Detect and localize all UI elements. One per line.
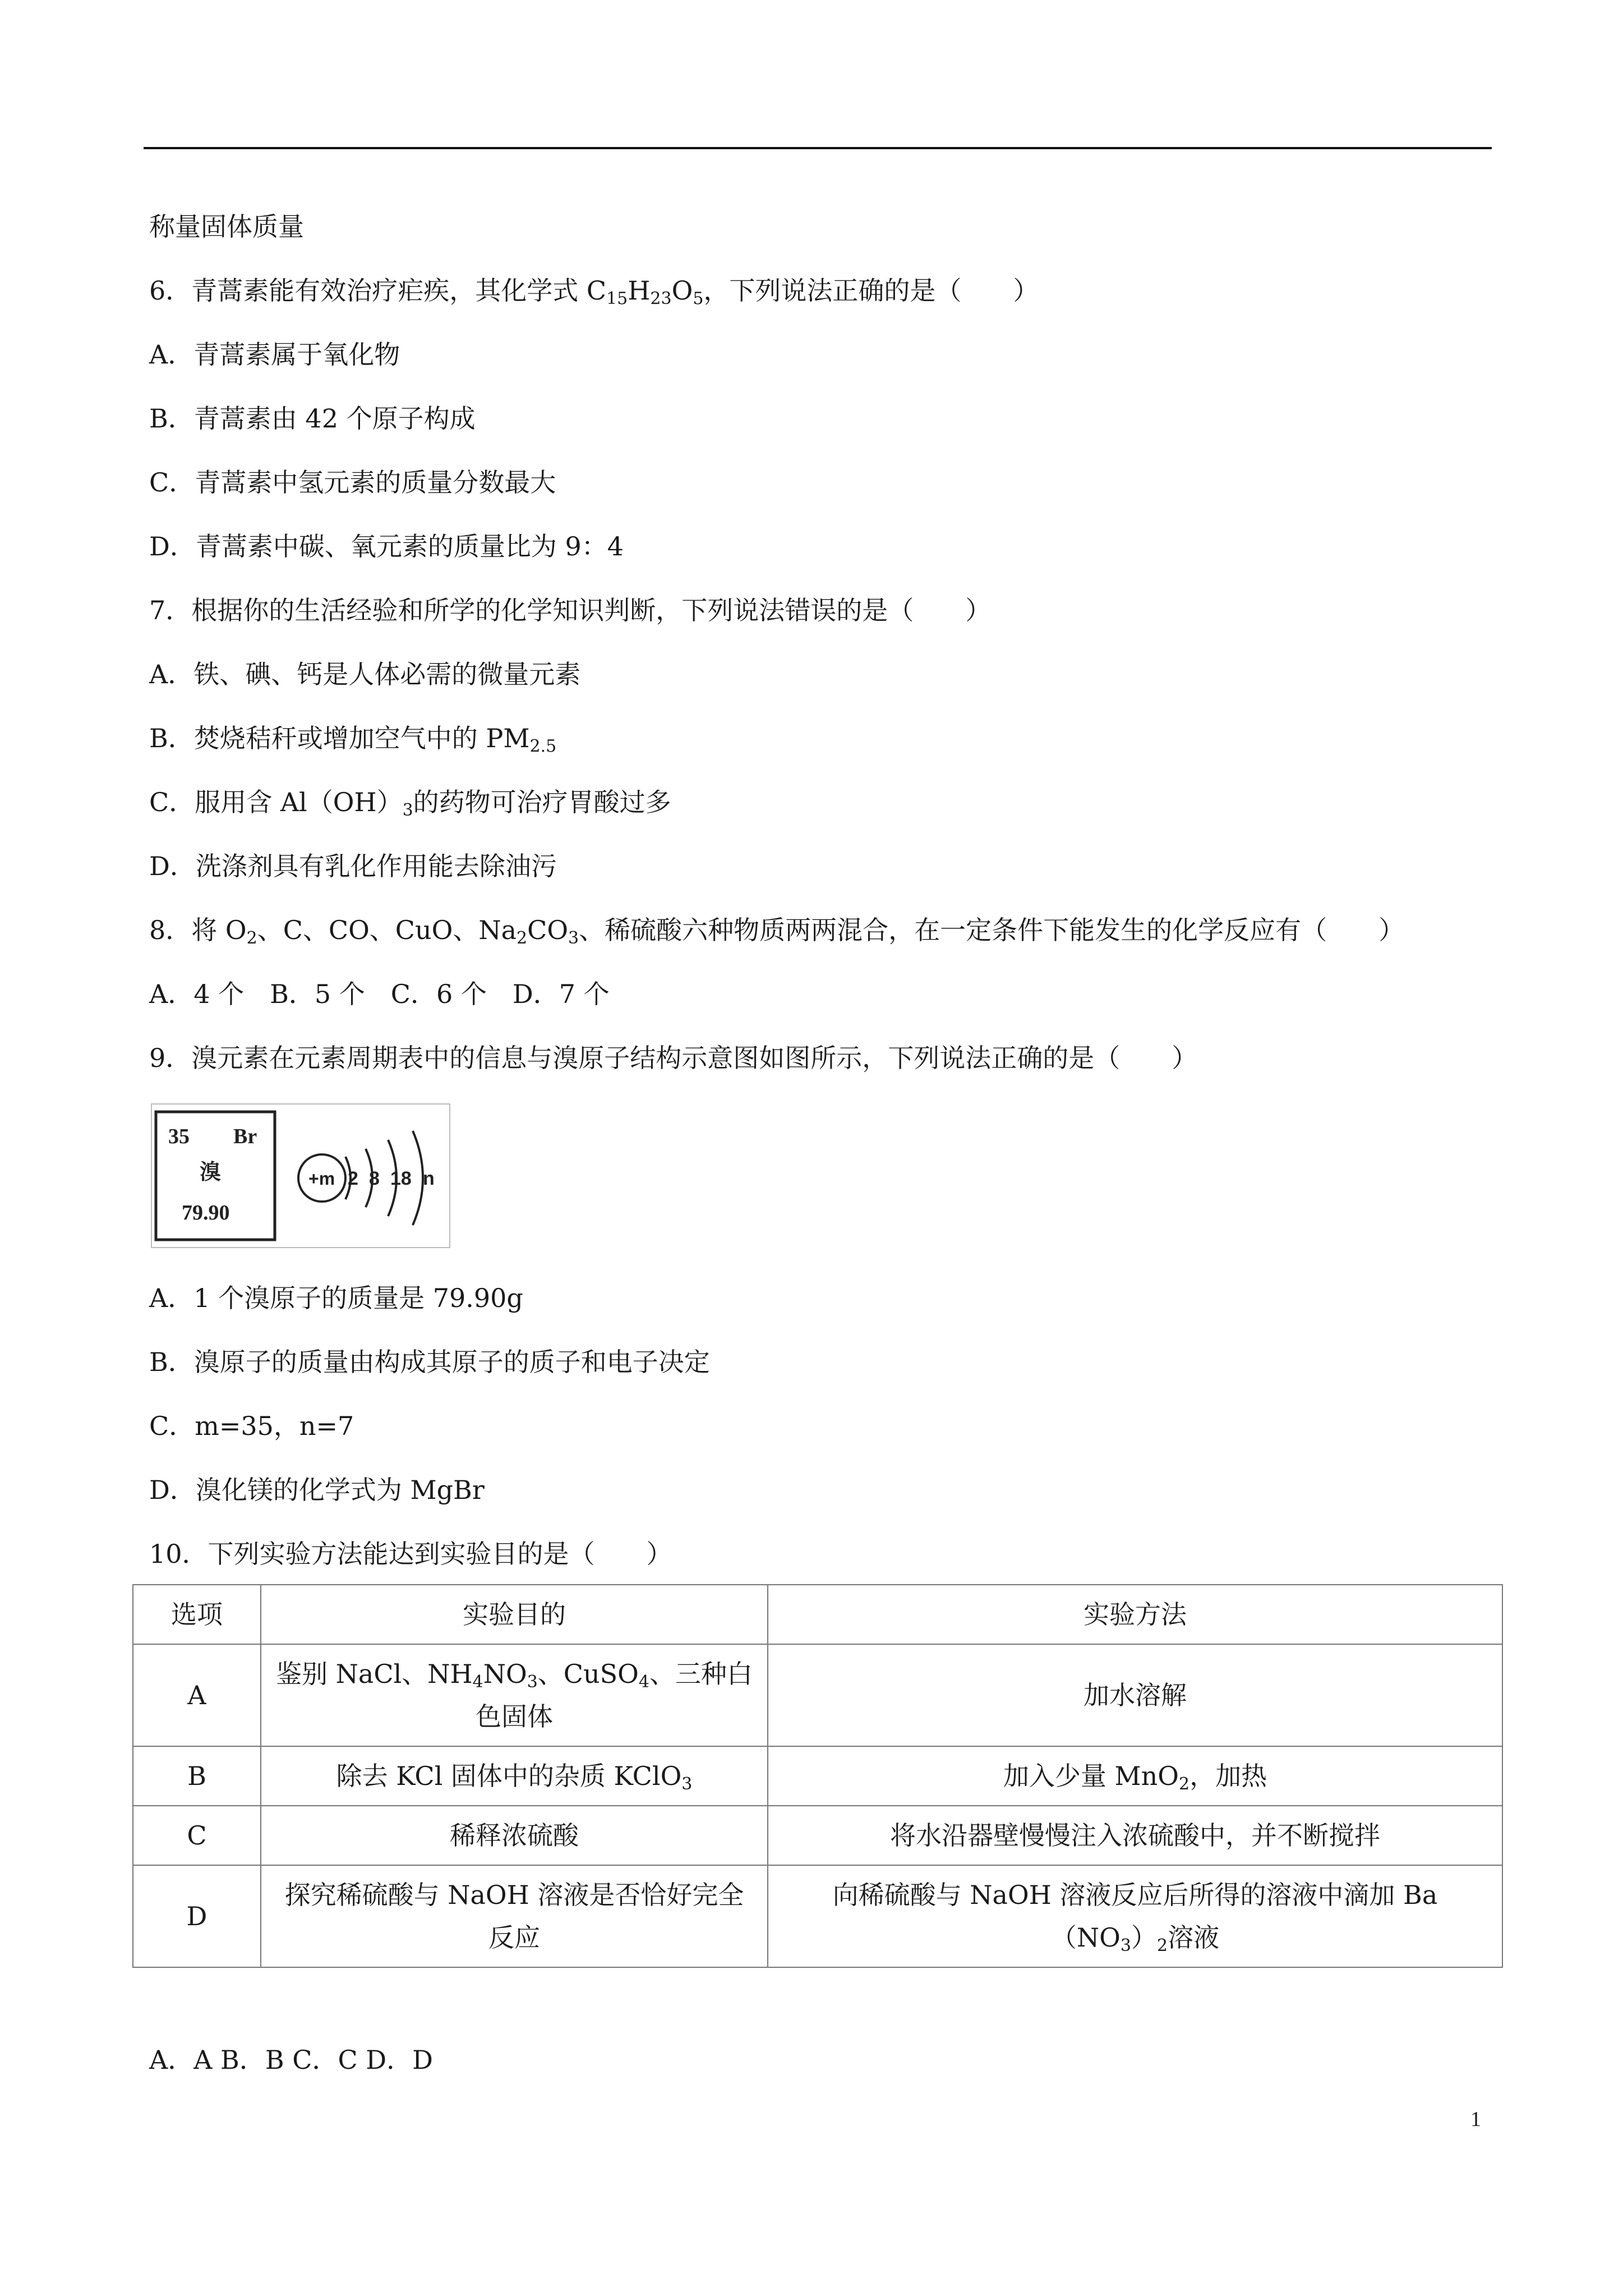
option-7a: A．铁、碘、钙是人体必需的微量元素 (149, 659, 581, 689)
atomic-number: 35 (168, 1125, 190, 1148)
options-10: A．A B．B C．C D．D (149, 2045, 434, 2075)
shell-4: n (423, 1168, 435, 1189)
option-6d: D．青蒿素中碳、氧元素的质量比为 9：4 (149, 531, 624, 562)
row-option: D (133, 1865, 261, 1967)
header-option: 选项 (133, 1585, 261, 1644)
atomic-mass: 79.90 (182, 1201, 230, 1225)
table-row (133, 1865, 1502, 1967)
row-option: C (133, 1806, 261, 1865)
row-option: B (133, 1746, 261, 1806)
nucleus-charge: +m (308, 1168, 335, 1189)
table-row (133, 1746, 1502, 1806)
row-goal: 除去 KCl 固体中的杂质 KClO$_3$ (261, 1746, 768, 1806)
shell-1: 2 (348, 1168, 358, 1189)
bromine-figure (148, 1101, 453, 1251)
shell-2: 8 (369, 1168, 380, 1189)
text-line-weigh: 称量固体质量 (149, 211, 304, 242)
option-7d: D．洗涤剂具有乳化作用能去除油污 (149, 851, 557, 881)
header-method: 实验方法 (768, 1585, 1502, 1644)
option-6b: B．青蒿素由 42 个原子构成 (149, 403, 476, 434)
option-9c: C．m=35，n=7 (149, 1411, 354, 1441)
option-9b: B．溴原子的质量由构成其原子的质子和电子决定 (149, 1347, 710, 1377)
header-goal: 实验目的 (261, 1585, 768, 1644)
option-9d: D．溴化镁的化学式为 MgBr (149, 1475, 485, 1505)
shell-3: 18 (390, 1168, 412, 1189)
question-9: 9．溴元素在元素周期表中的信息与溴原子结构示意图如图所示，下列说法正确的是（ ） (149, 1043, 1198, 1073)
row-method: 加入少量 MnO$_2$，加热 (768, 1746, 1502, 1806)
row-goal: 鉴别 NaCl、$NH_4NO_3$、CuSO$_4$、三种白色固体 (261, 1644, 768, 1746)
row-goal: 探究稀硫酸与 NaOH 溶液是否恰好完全反应 (261, 1865, 768, 1967)
row-method: 将水沿器壁慢慢注入浓硫酸中，并不断搅拌 (768, 1806, 1502, 1865)
question-7: 7．根据你的生活经验和所学的化学知识判断，下列说法错误的是（ ） (149, 595, 992, 625)
question-10: 10．下列实验方法能达到实验目的是（ ） (149, 1539, 672, 1569)
element-name: 溴 (200, 1159, 222, 1184)
header-rule (144, 147, 1492, 149)
option-9a: A．1 个溴原子的质量是 79.90g (149, 1283, 523, 1313)
table-row (133, 1806, 1502, 1865)
row-option: A (133, 1644, 261, 1746)
options-8: A．4 个 B．5 个 C．6 个 D．7 个 (149, 979, 610, 1009)
row-method: 向稀硫酸与 NaOH 溶液反应后所得的溶液中滴加 $Ba(NO_3)_2$溶液 (768, 1865, 1502, 1967)
row-goal: 稀释浓硫酸 (261, 1806, 768, 1865)
page-number: 1 (1470, 2108, 1481, 2131)
option-6a: A．青蒿素属于氧化物 (149, 339, 400, 370)
option-6c: C．青蒿素中氢元素的质量分数最大 (149, 467, 556, 498)
table-header-row (133, 1585, 1502, 1644)
question-8: 8．将 $O_2$、C、CO、CuO、$Na_2CO_3$、稀硫酸六种物质两两混合，在一定条件下能发生的化学反应有（ ） (149, 915, 1405, 948)
table-row (133, 1644, 1502, 1746)
question-6: 6．青蒿素能有效治疗疟疾，其化学式 $C_{15}H_{23}O_5$，下列说法正确的是（ ） (149, 275, 1039, 309)
option-7b: B．焚烧秸秆或增加空气中的 $PM_{2.5}$ (149, 723, 557, 756)
row-method: 加水溶解 (768, 1644, 1502, 1746)
experiment-table (132, 1584, 1503, 1968)
option-7c: C．服用含 $Al(OH)_3$的药物可治疗胃酸过多 (149, 787, 671, 820)
element-symbol: Br (233, 1125, 257, 1148)
